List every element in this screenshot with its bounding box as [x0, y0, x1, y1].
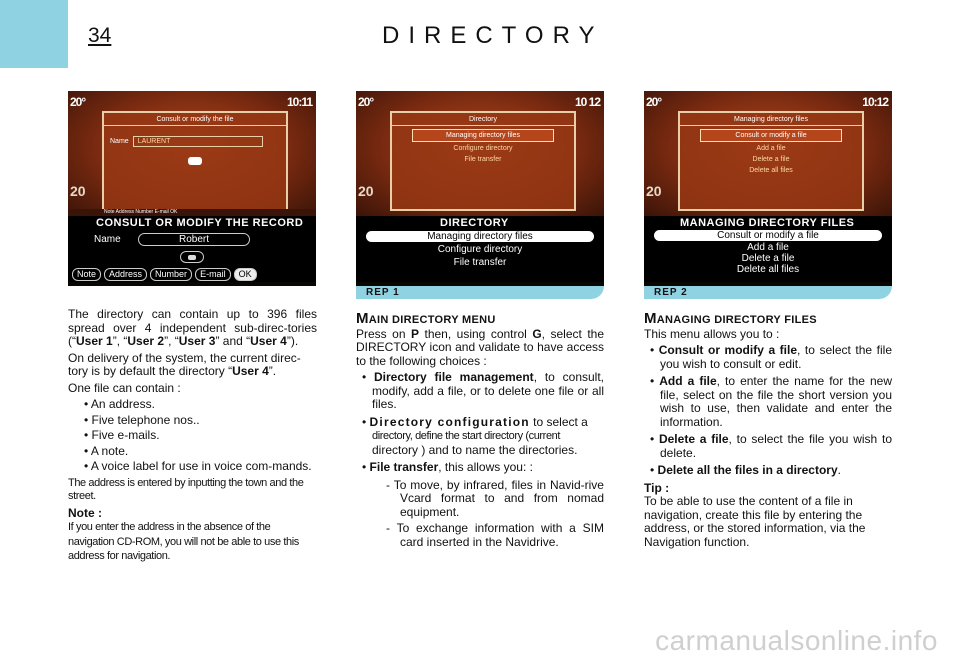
- text-run: ”).: [286, 334, 299, 348]
- screenshot-consult-record: [68, 91, 316, 286]
- list-item: • A note.: [84, 443, 129, 458]
- mini-button-bar: Note Address Number E-mail OK: [68, 209, 316, 216]
- default-user: User 4: [232, 364, 269, 378]
- menu-item-transfer[interactable]: File transfer: [464, 156, 502, 163]
- key-g: G: [532, 326, 542, 341]
- menu-item-add[interactable]: Add a file: [756, 145, 786, 152]
- dash-text: To exchange information with a SIM card inserted in the Navidrive.: [396, 521, 604, 549]
- menu-item-delete-all[interactable]: Delete all files: [749, 167, 793, 174]
- window-title: Consult or modify the file: [104, 113, 286, 126]
- note-button[interactable]: Note: [72, 268, 101, 281]
- text-run: , select the DIRECTORY icon and validate to have access to the following choices :: [356, 326, 604, 368]
- list-item: • Delete a file, to select the file you wish to delete.: [650, 432, 892, 460]
- name-input[interactable]: LAURENT: [133, 136, 263, 147]
- menu-item-configure[interactable]: Configure directory: [453, 145, 513, 152]
- column-2: [356, 304, 604, 552]
- bullet-title: Delete a file: [658, 432, 729, 446]
- menu-item-consult[interactable]: Consult or modify a file: [700, 129, 842, 142]
- list-item-text: An address.: [90, 397, 155, 411]
- main-menu-intro: [356, 328, 604, 369]
- clock-readout: 10:12: [862, 95, 888, 109]
- number-button[interactable]: Number: [150, 268, 192, 281]
- big-item-delete-all[interactable]: Delete all files: [736, 264, 800, 275]
- ok-button[interactable]: OK: [234, 268, 257, 281]
- record-name-field[interactable]: Robert: [138, 233, 250, 246]
- bullet-text: directory ) and to name the directories.: [372, 442, 578, 457]
- list-item-text: A note.: [90, 443, 129, 458]
- text-run: Press on: [356, 326, 411, 341]
- main-menu-heading: [356, 312, 604, 328]
- bullet-title: Directory configuration: [369, 414, 530, 429]
- corner-tab: [0, 0, 68, 68]
- tip-block: [644, 482, 892, 550]
- bullet-text: to select a: [529, 414, 588, 429]
- address-paragraph: The address is entered by inputting the town and the street.: [68, 476, 304, 502]
- list-item: • Consult or modify a file, to select the file you wish to consult or edit.: [650, 343, 892, 371]
- record-title: CONSULT OR MODIFY THE RECORD: [96, 217, 304, 229]
- bullet-title: Consult or modify a file: [658, 343, 798, 357]
- intro-paragraph: [68, 308, 317, 349]
- directory-window: [390, 111, 576, 211]
- menu-item-managing[interactable]: Managing directory files: [412, 129, 554, 142]
- user-3: User 3: [178, 334, 216, 348]
- dash-item: - To move, by infrared, files in Navid-rive Vcard format to and from nomad equipment.: [386, 477, 604, 519]
- rep-1-label: REP 1: [356, 286, 604, 299]
- screen-display: [644, 91, 892, 216]
- managing-heading: [644, 312, 892, 328]
- list-item: • Delete all the files in a directory.: [650, 463, 841, 477]
- bullet-title: File transfer: [369, 460, 439, 474]
- bullet-text: , this allows you: :: [438, 460, 533, 474]
- side-number: 20: [646, 183, 662, 199]
- tip-label: Tip :: [644, 480, 670, 495]
- list-item: • Add a file, to enter the name for the new file, select on the file the short version you wish to use, then validate and enter the information.: [650, 374, 892, 429]
- page-title: DIRECTORY: [382, 22, 604, 49]
- managing-window: [678, 111, 864, 211]
- default-directory-paragraph: [68, 352, 317, 379]
- big-item-add[interactable]: Add a file: [747, 242, 789, 253]
- user-1: User 1: [76, 334, 113, 348]
- watermark: carmanualsonline.info: [655, 625, 938, 656]
- note-text: If you enter the address in the absence of the navigation CD-ROM, you will not be able to use this address for navigation.: [68, 521, 299, 562]
- big-item-delete[interactable]: Delete a file: [741, 253, 795, 264]
- big-item-transfer[interactable]: File transfer: [453, 257, 507, 268]
- screenshot-managing-files: [644, 91, 892, 286]
- temperature-readout: 20°: [646, 95, 662, 109]
- record-name-label: Name: [94, 234, 121, 245]
- confirm-icon: [188, 255, 196, 260]
- record-confirm-button[interactable]: [180, 251, 204, 263]
- mini-confirm-button[interactable]: [188, 157, 202, 165]
- screen-display: [356, 91, 604, 216]
- text-run: On delivery of the system, the current direc-tory is by default the directory “: [68, 350, 301, 378]
- name-field-row: [110, 136, 280, 147]
- menu-item-delete[interactable]: Delete a file: [752, 156, 790, 163]
- list-item: • File transfer, this allows you: :: [362, 460, 533, 474]
- key-p: P: [410, 326, 419, 341]
- user-2: User 2: [127, 334, 165, 348]
- list-item: • A voice label for use in voice com-mands.: [84, 459, 312, 473]
- list-item: • Directory file management, to consult, modify, add a file, or to delete one file or all files.: [362, 370, 604, 411]
- tip-text: To be able to use the content of a file in navigation, create this file by entering the address, or the stored information, via the Navigation function.: [644, 494, 866, 549]
- clock-readout: 10 12: [574, 95, 600, 109]
- list-item-text: A voice label for use in voice com-mands.: [90, 459, 312, 473]
- heading-rest: ANAGING DIRECTORY FILES: [656, 314, 817, 326]
- clock-readout: 10:11: [286, 95, 312, 109]
- side-number: 20: [358, 183, 374, 199]
- list-item-text: Five e-mails.: [91, 428, 160, 442]
- rep-2-label: REP 2: [644, 286, 892, 299]
- window-title: Directory: [392, 113, 574, 126]
- text-run: The directory can contain up to 396 files spread over 4 independent sub-direc-tories (“: [68, 307, 317, 348]
- consult-window: [102, 111, 288, 211]
- bullet-text: , to enter the name for the new file, select on the file the short version you wish to use, then validate and enter the information.: [660, 374, 892, 429]
- directory-panel: [356, 216, 604, 282]
- temperature-readout: 20°: [358, 95, 374, 109]
- list-item-text: Five telephone nos..: [91, 412, 200, 427]
- heading-rest: AIN DIRECTORY MENU: [368, 314, 496, 326]
- text-run: then, using control: [419, 326, 533, 341]
- bullet-title: Delete all the files in a directory: [657, 463, 838, 477]
- dash-text: To move, by infrared, files in Navid-rive Vcard format to and from nomad equipment.: [393, 477, 604, 519]
- bullet-text: directory, define the start directory (current: [372, 430, 561, 442]
- managing-intro: This menu allows you to :: [644, 326, 780, 341]
- page-number: 34: [88, 24, 112, 47]
- heading-cap: M: [644, 310, 657, 327]
- big-item-configure[interactable]: Configure directory: [437, 244, 523, 255]
- big-item-managing[interactable]: Managing directory files: [366, 231, 594, 242]
- bullet-text: , to select the file you wish to delete.: [660, 432, 892, 460]
- bullet-text: , to consult, modify, add a file, or to delete one file or all files.: [372, 370, 604, 411]
- column-1: [68, 308, 317, 567]
- bullet-title: Add a file: [659, 374, 717, 388]
- text-run: ” and “: [215, 334, 251, 348]
- text-run: ”, “: [112, 334, 128, 348]
- list-item: • An address.: [84, 397, 155, 411]
- directory-title: DIRECTORY: [440, 217, 509, 229]
- list-item: • Directory configuration to select a directory, define the start directory (current directory ) and to name the directories.: [362, 414, 588, 457]
- record-panel: [68, 216, 316, 282]
- dash-item: - To exchange information with a SIM card inserted in the Navidrive.: [386, 521, 604, 549]
- list-item: • Five e-mails.: [84, 428, 160, 442]
- user-4: User 4: [250, 334, 287, 348]
- address-button[interactable]: Address: [104, 268, 147, 281]
- screenshot-directory-menu: [356, 91, 604, 286]
- record-button-row: [72, 268, 312, 281]
- list-item: • Five telephone nos..: [84, 412, 200, 427]
- text-run: ”, “: [164, 334, 179, 348]
- managing-panel: [644, 216, 892, 282]
- managing-title: MANAGING DIRECTORY FILES: [680, 217, 855, 229]
- column-3: [644, 304, 892, 552]
- screen-display: [68, 91, 316, 216]
- note-label: Note :: [68, 505, 102, 520]
- temperature-readout: 20°: [70, 95, 86, 109]
- bullet-text: , to select the file you wish to consult or edit.: [660, 343, 892, 371]
- email-button[interactable]: E-mail: [195, 268, 231, 281]
- heading-cap: M: [356, 310, 369, 327]
- big-item-consult[interactable]: Consult or modify a file: [654, 230, 882, 241]
- name-label: Name: [110, 138, 129, 145]
- window-title: Managing directory files: [680, 113, 862, 126]
- side-number: 20: [70, 183, 86, 199]
- record-name-row: [94, 233, 312, 246]
- text-run: ”.: [268, 364, 277, 378]
- note-block: [68, 507, 317, 564]
- file-content-intro: One file can contain :: [68, 380, 181, 395]
- bullet-text: .: [837, 463, 841, 477]
- bullet-title: Directory file management: [374, 370, 534, 384]
